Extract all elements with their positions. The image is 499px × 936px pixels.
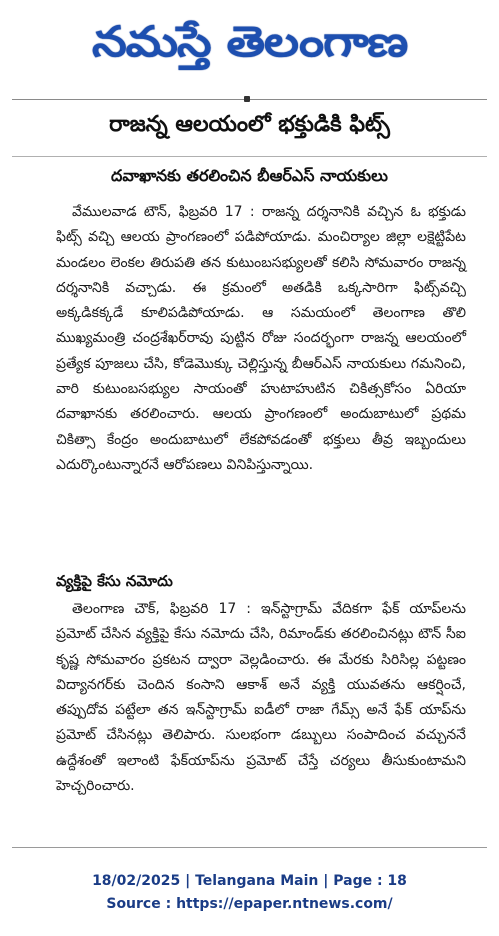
footer-source: Source : https://epaper.ntnews.com/ xyxy=(106,896,393,912)
section-heading: వ్యక్తిపై కేసు నమోదు xyxy=(56,572,173,590)
article-subheadline: దవాఖానకు తరలించిన బీఆర్ఎస్ నాయకులు xyxy=(111,166,388,185)
article-paragraph-2: తెలంగాణ చౌక్, ఫిబ్రవరి 17 : ఇన్‌స్టాగ్రామ్ వేదికగా ఫేక్ యాప్‌లను ప్రమోట్ చేసిన వ్యక్తిపై కేసు నమోదు చేసి, రిమాండ్‌కు తరలించినట్లు టౌన్ సీఐ కృష్ణ సోమవారం ప్రకటన ద్వారా వెల్లడించారు. ఈ మేరకు సిరిసిల్ల పట్టణం విద్యానగర్‌కు చెందిన కంసాని ఆకాశ్ అనే వ్యక్తి యువతను ఆకర్షించే, తప్పుదోవ పట్టేలా తన ఇన్‌స్టాగ్రామ్ ఐడీలో రాజా గేమ్స్ అనే ఫేక్ యాప్‌ను ప్రమోట్ చేసినట్లు తెలిపారు. సులభంగా డబ్బులు సంపాదించ వచ్చుననే ఉద్దేశంతో ఇలాంటి ఫేక్‌యాప్‌ను ప్రమోట్ చేస్తే చర్యలు తీసుకుంటామని హెచ్చరించారు. xyxy=(56,601,466,795)
center-marker xyxy=(244,96,250,102)
divider-bottom xyxy=(12,847,487,848)
newspaper-title: నమస్తే తెలంగాణ xyxy=(91,17,408,66)
footer-date-edition: 18/02/2025 | Telangana Main | Page : 18 xyxy=(92,873,407,889)
article-headline: రాజన్న ఆలయంలో భక్తుడికి ఫిట్స్ xyxy=(109,112,390,137)
divider-headline xyxy=(12,156,487,157)
masthead xyxy=(0,4,499,90)
article-paragraph-1: వేములవాడ టౌన్, ఫిబ్రవరి 17 : రాజన్న దర్శనానికి వచ్చిన ఓ భక్తుడు ఫిట్స్ వచ్చి ఆలయ ప్రాంగణంలో పడిపోయాడు. మంచిర్యాల జిల్లా లక్షెట్టిపేట మండలం లెంకల తిరుపతి తన కుటుంబసభ్యులతో కలిసి సోమవారం రాజన్న దర్శనానికి వచ్చాడు. ఈ క్రమంలో అతడికి ఒక్కసారిగా ఫిట్స్‌వచ్చి అక్కడికక్కడే కూలిపడిపోయాడు. ఆ సమయంలో తెలంగాణ తొలి ముఖ్యమంత్రి చంద్రశేఖర్‌రావు పుట్టిన రోజు సందర్భంగా రాజన్న ఆలయంలో ప్రత్యేక పూజలు చేసి, కోడెమొక్కు చెల్లిస్తున్న బీఆర్ఎస్ నాయకులు గమనించి, వారి కుటుంబసభ్యుల సాయంతో హుటాహుటిన చికిత్సకోసం ఏరియా దవాఖానకు తరలించారు. ఆలయ ప్రాంగణంలో అందుబాటులో ప్రథమ చికిత్సా కేంద్రం అందుబాటులో లేకపోవడంతో భక్తులు తీవ్ర ఇబ్బందులు ఎదుర్కొంటున్నారనే ఆరోపణలు వినిపిస్తున్నాయి. xyxy=(56,204,466,473)
